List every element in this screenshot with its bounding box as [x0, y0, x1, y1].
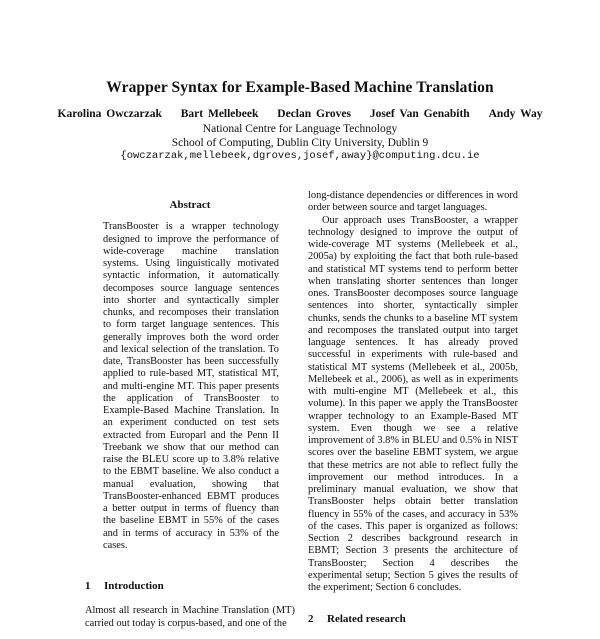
section-title: Related research	[327, 613, 406, 626]
section-title: Introduction	[104, 580, 164, 592]
abstract-text: TransBooster is a wrapper technology designed to improve the performance of wide-coverage machine translation systems. Using linguistically motivated syntactic information, it automatically decomposes source language sentences into shorter and syntactically simpler chunks, and recomposes their translation to form target language sentences. This generally improves both the word order and lexical selection of the translation. To date, TransBooster has been successfully applied to rule-based MT, statistical MT, and multi-engine MT. This paper presents the application of TransBooster to Example-Based Machine Translation. In an experiment conducted on test sets extracted from Europarl and the Penn II Treebank we show that our method can raise the BLEU score up to 3.8% relative to the EBMT baseline. We also conduct a manual evaluation, showing that TransBooster-enhanced EBMT produces a better output in terms of fluency than the baseline EBMT in 55% of the cases and in terms of accuracy in 53% of the cases.	[103, 221, 279, 551]
introduction-text: Almost all research in Machine Translation (MT) carried out today is corpus-based, and one of the	[85, 605, 295, 629]
author-name: Bart Mellebeek	[180, 108, 259, 120]
right-column	[308, 190, 518, 639]
affiliation-line: National Centre for Language Technology	[202, 123, 398, 135]
author-name: Josef Van Genabith	[369, 108, 470, 120]
left-column	[85, 190, 295, 630]
body-paragraph: long-distance dependencies or differences in word order between source and target languages.	[308, 190, 518, 214]
paper-title: Wrapper Syntax for Example-Based Machine Translation	[106, 79, 494, 96]
body-paragraph: Our approach uses TransBooster, a wrapper technology designed to improve the output of wide-coverage MT systems (Mellebeek et al., 2005a) by exploiting the fact that both rule-based and statistical MT systems tend to perform better when translating shorter sentences than longer ones. TransBooster decomposes source language sentences into shorter, syntactically simpler chunks, sends the chunks to a baseline MT system and recomposes the translated output into target language sentences. It has already proved successful in experiments with rule-based and statistical MT systems (Mellebeek et al., 2005b, Mellebeek et al., 2006), as well as in experiments with multi-engine MT (Mellebeek et al., this volume). In this paper we apply the TransBooster wrapper technology to an Example-Based MT system. Even though we see a relative improvement of 3.8% in BLEU and 0.5% in NIST scores over the baseline EBMT system, we argue that these metrics are not able to reflect fully the improvement our method introduces. In a preliminary manual evaluation, we show that TransBooster helps obtain better translation fluency in 55% of the cases, and accuracy in 53% of the cases. This paper is organized as follows: Section 2 describes background research in EBMT; Section 3 presents the architecture of TransBooster; Section 4 describes the experimental setup; Section 5 gives the results of the experiment; Section 6 concludes.	[308, 214, 518, 593]
author-name: Declan Groves	[277, 108, 351, 120]
author-emails: {owczarzak,mellebeek,dgroves,josef,away}@computing.dcu.ie	[120, 150, 480, 162]
abstract-heading: Abstract	[169, 199, 211, 211]
section-heading	[308, 613, 518, 625]
section-number: 2	[308, 613, 314, 626]
section-heading	[85, 580, 295, 592]
affiliation-line: School of Computing, Dublin City University, Dublin 9	[171, 137, 429, 149]
author-name: Karolina Owczarzak	[57, 108, 162, 120]
section-number: 1	[85, 580, 91, 592]
author-name: Andy Way	[488, 108, 543, 120]
author-list	[0, 108, 600, 120]
